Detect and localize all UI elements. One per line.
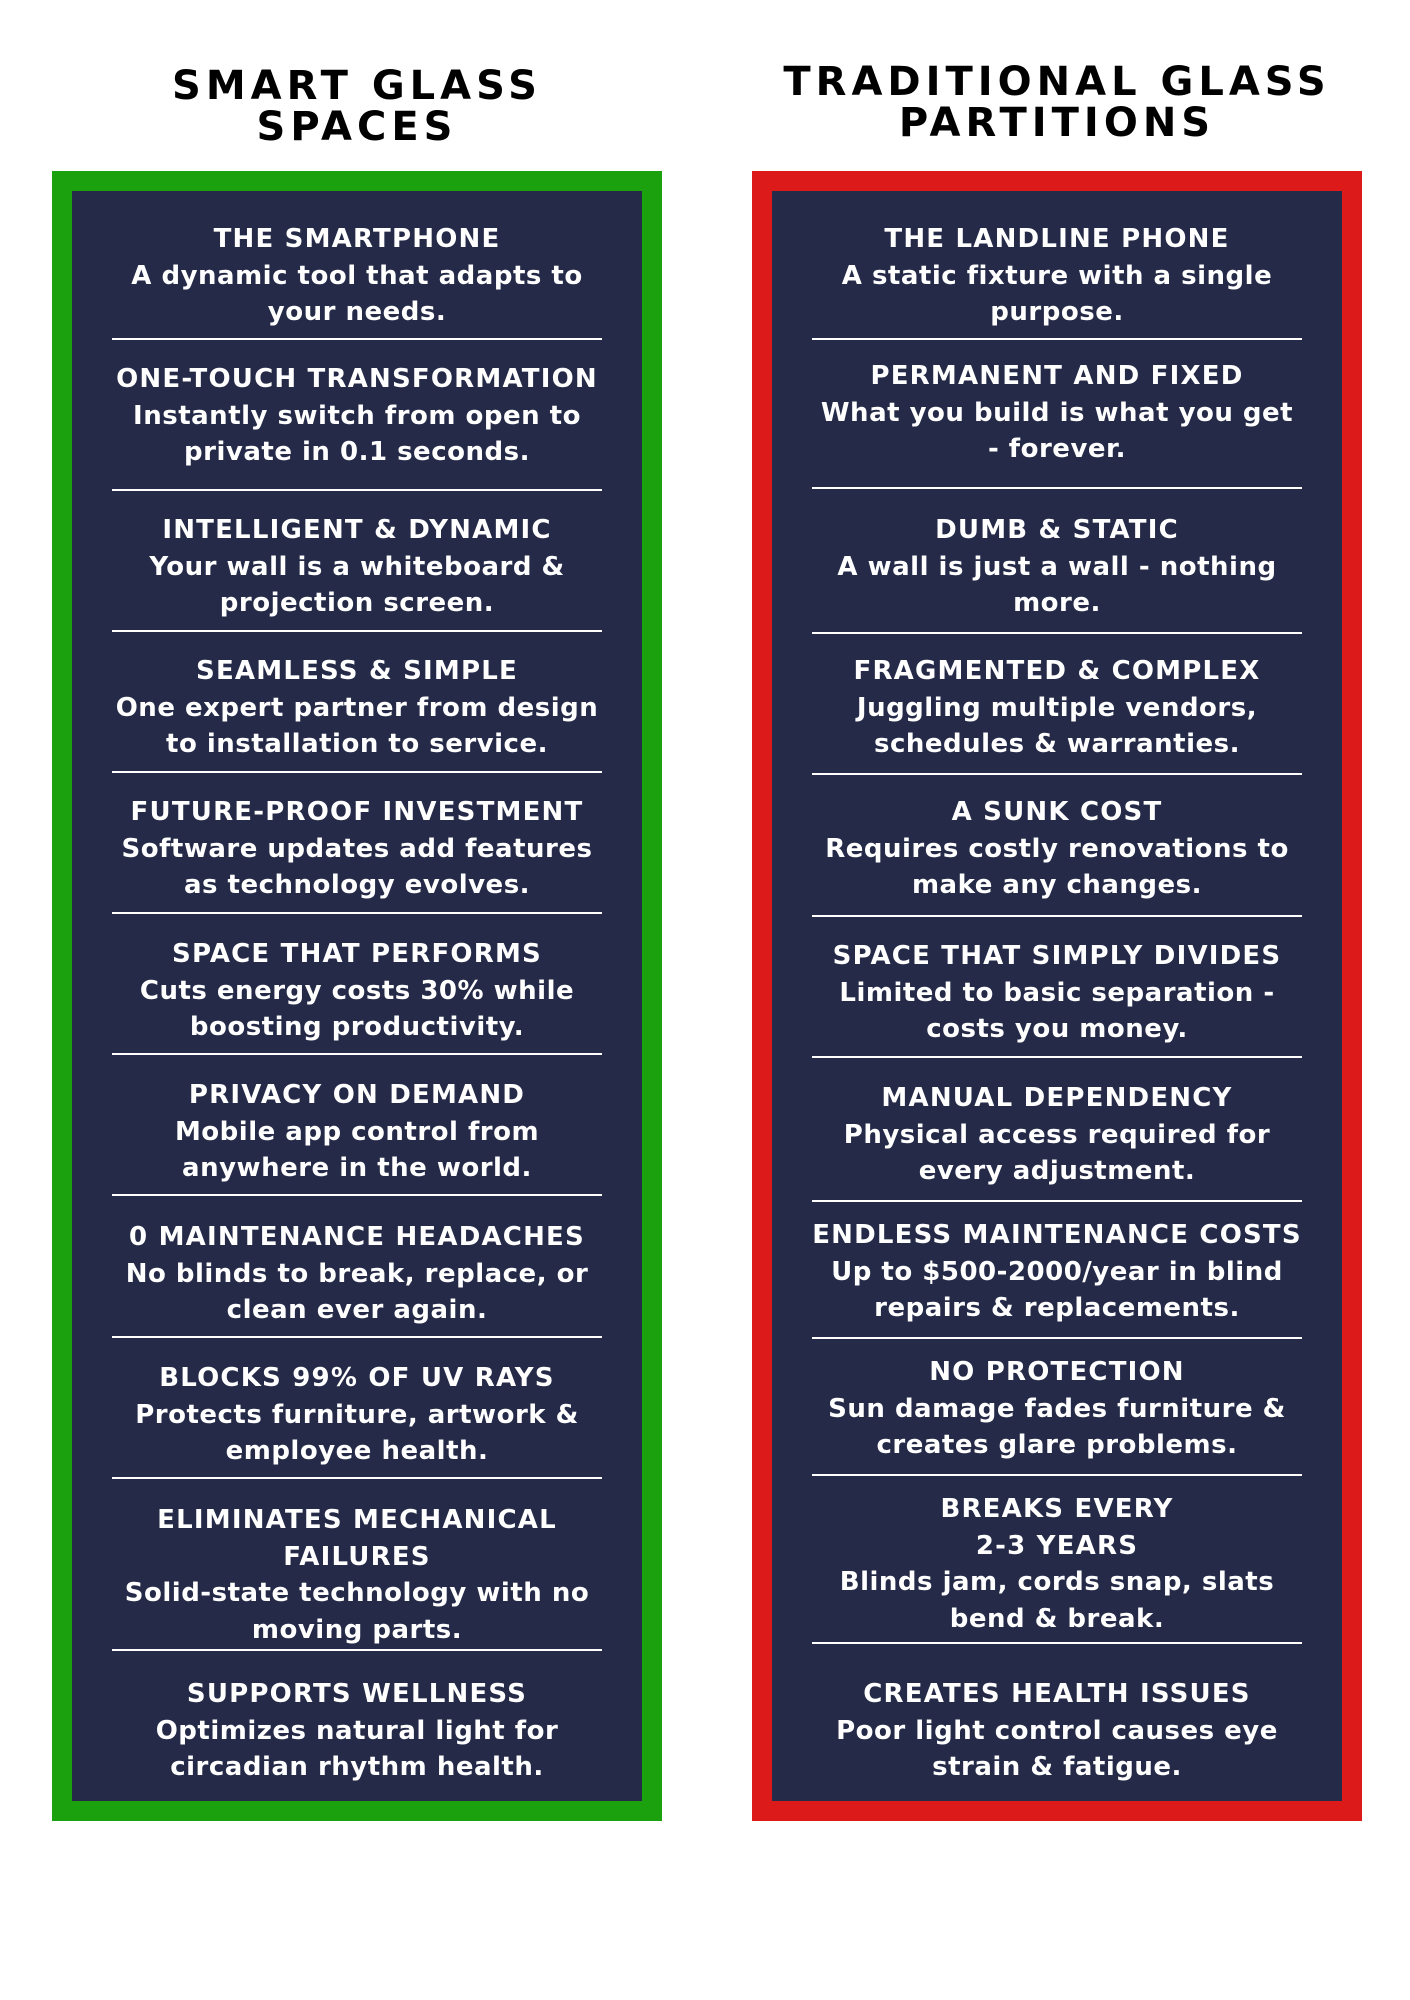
item-title: ELIMINATES MECHANICAL FAILURES	[157, 1505, 557, 1572]
divider	[112, 912, 602, 914]
item-title: NO PROTECTION	[929, 1357, 1185, 1387]
divider	[112, 1336, 602, 1338]
item-description: Physical access required for every adjustment.	[843, 1119, 1271, 1186]
divider	[112, 489, 602, 491]
item-title: SPACE THAT SIMPLY DIVIDES	[832, 941, 1282, 971]
item-description: A dynamic tool that adapts to your needs.	[131, 260, 583, 327]
item-description: Poor light control causes eye strain & fatigue.	[836, 1715, 1278, 1782]
comparison-item	[812, 358, 1302, 468]
item-description: Limited to basic separation - costs you money.	[839, 977, 1275, 1044]
divider	[112, 1649, 602, 1651]
item-description: Instantly switch from open to private in 0.1 seconds.	[133, 400, 581, 467]
item-title: MANUAL DEPENDENCY	[881, 1083, 1233, 1113]
item-title: ONE-TOUCH TRANSFORMATION	[116, 364, 598, 394]
smart-glass-panel	[52, 171, 662, 1821]
item-description: Solid-state technology with no moving parts.	[124, 1578, 590, 1645]
comparison-item	[112, 361, 602, 471]
item-description: What you build is what you get - forever.	[820, 397, 1294, 464]
divider	[812, 632, 1302, 634]
comparison-item	[112, 794, 602, 904]
divider	[112, 1477, 602, 1479]
item-title: A SUNK COST	[951, 797, 1163, 827]
divider	[812, 1056, 1302, 1058]
comparison-item	[112, 1360, 602, 1470]
divider	[112, 1194, 602, 1196]
comparison-item	[812, 653, 1302, 763]
item-title: 0 MAINTENANCE HEADACHES	[129, 1222, 585, 1252]
comparison-item	[812, 1676, 1302, 1786]
item-description: Your wall is a whiteboard & projection screen.	[149, 551, 565, 618]
divider	[112, 1053, 602, 1055]
comparison-item	[112, 512, 602, 622]
item-description: No blinds to break, replace, or clean ever again.	[125, 1258, 589, 1325]
item-description: Requires costly renovations to make any changes.	[825, 833, 1289, 900]
item-description: Optimizes natural light for circadian rhythm health.	[155, 1715, 559, 1782]
item-description: Up to $500-2000/year in blind repairs & replacements.	[831, 1256, 1283, 1323]
item-title: INTELLIGENT & DYNAMIC	[162, 515, 552, 545]
comparison-item	[812, 221, 1302, 331]
item-description: Sun damage fades furniture & creates glare problems.	[828, 1393, 1286, 1460]
item-title: CREATES HEALTH ISSUES	[863, 1679, 1251, 1709]
divider	[112, 338, 602, 340]
item-description: A static fixture with a single purpose.	[841, 260, 1273, 327]
divider	[812, 773, 1302, 775]
comparison-item	[112, 936, 602, 1046]
comparison-item	[812, 512, 1302, 622]
divider	[812, 1642, 1302, 1644]
traditional-glass-column-title: TRADITIONAL GLASS PARTITIONS	[783, 59, 1331, 146]
comparison-item	[812, 1080, 1302, 1190]
item-description: Cuts energy costs 30% while boosting productivity.	[139, 975, 575, 1042]
item-title: FUTURE-PROOF INVESTMENT	[130, 797, 584, 827]
comparison-item	[112, 653, 602, 763]
divider	[112, 771, 602, 773]
item-description: One expert partner from design to installation to service.	[115, 692, 599, 759]
item-title: THE SMARTPHONE	[213, 224, 501, 254]
smart-glass-column-title: SMART GLASS SPACES	[172, 63, 542, 150]
item-title: BLOCKS 99% OF UV RAYS	[159, 1363, 555, 1393]
item-title: ENDLESS MAINTENANCE COSTS	[812, 1220, 1302, 1250]
traditional-glass-panel	[752, 171, 1362, 1821]
comparison-item	[812, 1354, 1302, 1464]
comparison-item	[112, 221, 602, 331]
item-title: PRIVACY ON DEMAND	[188, 1080, 526, 1110]
item-description: Protects furniture, artwork & employee health.	[135, 1399, 579, 1466]
comparison-item	[812, 1491, 1302, 1637]
comparison-item	[112, 1676, 602, 1786]
item-description: A wall is just a wall - nothing more.	[837, 551, 1277, 618]
item-title: SEAMLESS & SIMPLE	[196, 656, 518, 686]
item-title: DUMB & STATIC	[935, 515, 1179, 545]
item-title: SUPPORTS WELLNESS	[186, 1679, 528, 1709]
item-description: Software updates add features as technology evolves.	[121, 833, 593, 900]
divider	[812, 915, 1302, 917]
item-title: THE LANDLINE PHONE	[884, 224, 1230, 254]
comparison-item	[812, 794, 1302, 904]
divider	[812, 1337, 1302, 1339]
traditional-glass-item-list	[812, 191, 1302, 1801]
divider	[812, 1474, 1302, 1476]
comparison-item	[812, 1217, 1302, 1327]
comparison-item	[112, 1502, 602, 1648]
item-description: Blinds jam, cords snap, slats bend & break.	[839, 1567, 1275, 1634]
item-description: Mobile app control from anywhere in the world.	[174, 1116, 540, 1183]
item-title: SPACE THAT PERFORMS	[172, 939, 542, 969]
divider	[112, 630, 602, 632]
smart-glass-item-list	[112, 191, 602, 1801]
item-description: Juggling multiple vendors, schedules & warranties.	[856, 692, 1258, 759]
comparison-item	[112, 1077, 602, 1187]
item-title: FRAGMENTED & COMPLEX	[853, 656, 1261, 686]
divider	[812, 487, 1302, 489]
item-title: PERMANENT AND FIXED	[870, 361, 1244, 391]
divider	[812, 1200, 1302, 1202]
item-title: BREAKS EVERY 2-3 YEARS	[940, 1494, 1174, 1561]
comparison-item	[112, 1219, 602, 1329]
comparison-item	[812, 938, 1302, 1048]
divider	[812, 338, 1302, 340]
